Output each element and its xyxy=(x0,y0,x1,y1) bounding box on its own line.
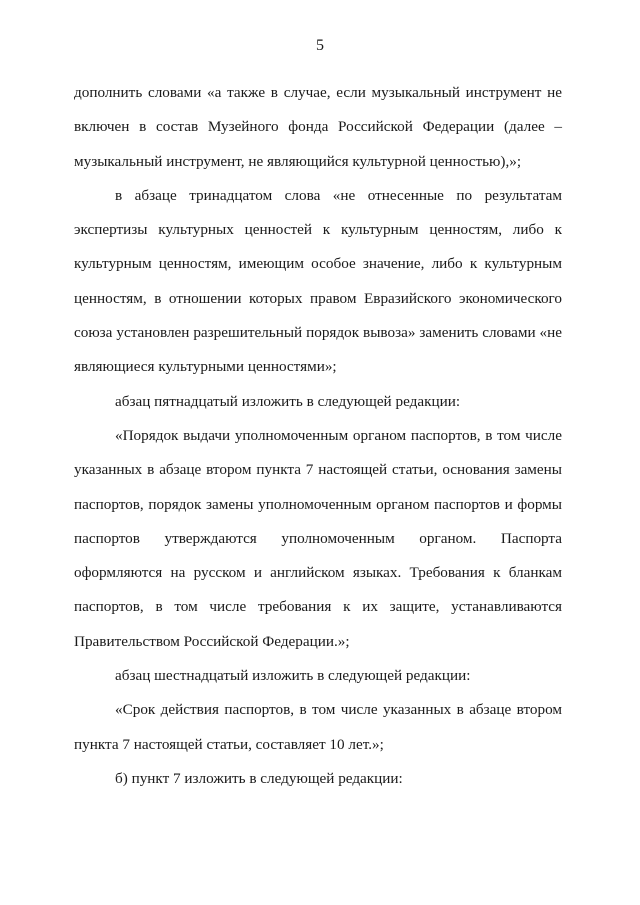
paragraph-amendment-13: в абзаце тринадцатом слова «не отнесенные по результатам экспертизы культурных ценностей к культурным ценностям, либо к культурным ценностям, имеющим особое значение, либо к культурным ценностям, в отношении которых правом Евразийского экономического союза установлен разрешительный порядок вывоза» заменить словами «не являющиеся культурными ценностями»; xyxy=(74,186,562,376)
paragraph-point-7-intro: б) пункт 7 изложить в следующей редакции: xyxy=(115,769,403,787)
paragraph-amendment-16-text: «Срок действия паспортов, в том числе указанных в абзаце втором пункта 7 настоящей статьи, составляет 10 лет.»; xyxy=(74,701,562,753)
paragraph-continuation: дополнить словами «а также в случае, если музыкальный инструмент не включен в состав Музейного фонда Российской Федерации (далее – музыкальный инструмент, не являющийся культурной ценностью),»; xyxy=(74,84,562,170)
paragraph-amendment-15-text: «Порядок выдачи уполномоченным органом паспортов, в том числе указанных в абзаце втором пункта 7 настоящей статьи, основания замены паспортов, порядок замены уполномоченным органом паспортов и формы паспортов утверждаются уполномоченным органом. Паспорта оформляются на русском и английском языках. Требования к бланкам паспортов, в том числе требования к их защите, устанавливаются Правительством Российской Федерации.»; xyxy=(74,426,562,650)
paragraph-amendment-15-intro: абзац пятнадцатый изложить в следующей редакции: xyxy=(115,392,461,410)
paragraph-amendment-16-intro: абзац шестнадцатый изложить в следующей редакции: xyxy=(115,667,471,685)
document-body xyxy=(74,76,562,796)
page-number: 5 xyxy=(316,37,324,54)
